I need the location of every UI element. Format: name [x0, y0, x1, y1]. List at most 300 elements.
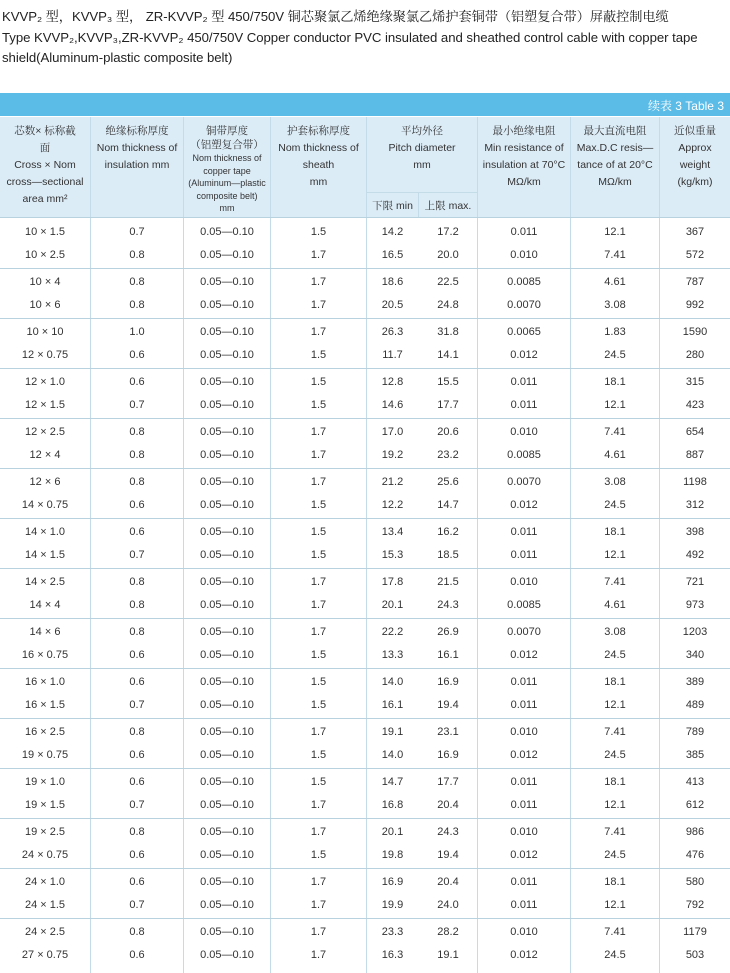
diameter-max-cell: 26.9: [437, 626, 459, 638]
sheath-cell: 1.7: [310, 576, 327, 588]
cores-cell: 16 × 0.75: [21, 649, 69, 661]
insulation-cell: 0.6: [129, 776, 145, 788]
cores-cell: 27 × 0.75: [21, 949, 69, 961]
header-dc-unit: MΩ/km: [598, 176, 632, 188]
tape-cell: 0.05—0.10: [200, 499, 254, 511]
diameter-min-cell: 11.7: [382, 349, 403, 361]
insulation-cell: 0.6: [129, 749, 145, 761]
group-separator: [0, 518, 730, 519]
tape-cell: 0.05—0.10: [200, 226, 254, 238]
resistance-cell: 0.011: [510, 549, 538, 561]
sheath-cell: 1.7: [310, 276, 327, 288]
table-row: [0, 843, 730, 868]
table-row: [0, 493, 730, 518]
weight-cell: 389: [685, 676, 705, 688]
insulation-cell: 0.8: [129, 826, 145, 838]
header-diameter-unit: mm: [413, 159, 431, 171]
title-english: Type KVVP₂,KVVP₃,ZR-KVVP₂ 450/750V Copper conductor PVC insulated and sheathed control cable with copper tape: [2, 30, 698, 45]
table-row: [0, 343, 730, 368]
sheath-cell: 1.5: [310, 549, 327, 561]
resistance-cell: 0.0085: [507, 449, 541, 461]
tape-cell: 0.05—0.10: [200, 649, 254, 661]
header-diameter: [367, 123, 477, 174]
diameter-min-cell: 16.1: [381, 699, 404, 711]
resistance-cell: 0.012: [510, 349, 538, 361]
cores-cell: 14 × 6: [29, 626, 61, 638]
header-sheath-en2: sheath: [302, 159, 335, 171]
cores-cell: 16 × 1.0: [24, 676, 66, 688]
sheath-cell: 1.7: [310, 876, 327, 888]
dc-resistance-cell: 12.1: [604, 799, 626, 811]
dc-resistance-cell: 7.41: [604, 576, 626, 588]
weight-cell: 721: [685, 576, 705, 588]
header-diameter-min: 下限 min: [372, 200, 413, 212]
diameter-min-cell: 16.9: [381, 876, 404, 888]
cores-cell: 24 × 1.0: [24, 876, 66, 888]
sheath-cell: 1.5: [310, 699, 327, 711]
insulation-cell: 0.8: [129, 299, 145, 311]
group-separator: [0, 718, 730, 719]
header-resistance-en: Min resistance of: [484, 142, 564, 154]
insulation-cell: 0.6: [129, 526, 145, 538]
sheath-cell: 1.5: [310, 226, 327, 238]
header-cores-en3: area mm²: [22, 193, 68, 205]
weight-cell: 423: [685, 399, 705, 411]
dc-resistance-cell: 7.41: [604, 249, 626, 261]
header-tape-en4: composite belt): [196, 190, 258, 201]
weight-cell: 986: [685, 826, 705, 838]
diameter-max-cell: 16.2: [437, 526, 459, 538]
diameter-max-cell: 24.3: [437, 599, 459, 611]
diameter-max-cell: 20.6: [437, 426, 459, 438]
resistance-cell: 0.010: [510, 426, 538, 438]
table-row: [0, 393, 730, 418]
dc-resistance-cell: 1.83: [604, 326, 626, 338]
table-row: [0, 443, 730, 468]
tape-cell: 0.05—0.10: [200, 549, 254, 561]
table-label: 续表 3 Table 3: [647, 99, 724, 113]
diameter-min-cell: 14.2: [381, 226, 404, 238]
tape-cell: 0.05—0.10: [200, 626, 254, 638]
diameter-min-cell: 23.3: [381, 926, 404, 938]
cores-cell: 19 × 1.0: [24, 776, 66, 788]
resistance-cell: 0.010: [510, 249, 538, 261]
dc-resistance-cell: 7.41: [604, 926, 626, 938]
weight-cell: 1198: [683, 476, 707, 488]
header-subdivider: [366, 192, 477, 193]
diameter-max-cell: 17.2: [437, 226, 459, 238]
header-resistance: [478, 123, 570, 191]
table-banner: [0, 93, 730, 116]
dc-resistance-cell: 24.5: [604, 649, 626, 661]
cores-cell: 10 × 2.5: [24, 249, 66, 261]
cores-cell: 12 × 4: [29, 449, 61, 461]
resistance-cell: 0.011: [510, 226, 538, 238]
dc-resistance-cell: 12.1: [604, 399, 626, 411]
header-diameter-cn: 平均外径: [401, 125, 443, 137]
sheath-cell: 1.7: [310, 726, 327, 738]
diameter-max-cell: 20.4: [437, 876, 459, 888]
title-chinese: KVVP₂ 型，KVVP₃ 型， ZR-KVVP₂ 型 450/750V 铜芯聚氯乙烯绝缘聚氯乙烯护套铜带（铝塑复合带）屏蔽控制电缆: [2, 9, 669, 24]
table-row: [0, 743, 730, 768]
cores-cell: 16 × 2.5: [24, 726, 66, 738]
header-cores-cn: 芯数× 标称截: [14, 125, 76, 137]
diameter-max-cell: 28.2: [437, 926, 459, 938]
table-row: [0, 893, 730, 918]
sheath-cell: 1.7: [310, 899, 327, 911]
header-tape-cn2: （铝塑复合带）: [190, 139, 264, 151]
cores-cell: 10 × 10: [26, 326, 64, 338]
insulation-cell: 0.8: [129, 726, 145, 738]
insulation-cell: 0.6: [129, 349, 145, 361]
diameter-max-cell: 24.8: [437, 299, 459, 311]
weight-cell: 492: [685, 549, 705, 561]
cores-cell: 12 × 1.0: [24, 376, 66, 388]
insulation-cell: 0.6: [129, 849, 145, 861]
dc-resistance-cell: 24.5: [604, 849, 626, 861]
cores-cell: 24 × 2.5: [24, 926, 66, 938]
sheath-cell: 1.5: [310, 526, 327, 538]
cores-cell: 12 × 6: [29, 476, 61, 488]
resistance-cell: 0.012: [510, 749, 538, 761]
diameter-min-cell: 17.0: [381, 426, 404, 438]
table-row: [0, 543, 730, 568]
cores-cell: 14 × 1.0: [24, 526, 66, 538]
dc-resistance-cell: 18.1: [604, 526, 626, 538]
resistance-cell: 0.010: [510, 926, 538, 938]
table-row: [0, 770, 730, 795]
header-resistance-unit: MΩ/km: [507, 176, 541, 188]
diameter-max-cell: 22.5: [437, 276, 459, 288]
diameter-min-cell: 16.8: [381, 799, 404, 811]
group-separator: [0, 918, 730, 919]
insulation-cell: 0.7: [129, 399, 145, 411]
tape-cell: 0.05—0.10: [200, 426, 254, 438]
header-insulation-en2: insulation mm: [104, 159, 170, 171]
insulation-cell: 0.6: [129, 949, 145, 961]
table-row: [0, 243, 730, 268]
diameter-min-cell: 12.2: [381, 499, 404, 511]
sheath-cell: 1.7: [310, 426, 327, 438]
header-resistance-cn: 最小绝缘电阻: [492, 125, 556, 137]
tape-cell: 0.05—0.10: [200, 676, 254, 688]
resistance-cell: 0.011: [510, 776, 538, 788]
group-separator: [0, 468, 730, 469]
group-separator: [0, 268, 730, 269]
insulation-cell: 0.8: [129, 576, 145, 588]
weight-cell: 572: [685, 249, 705, 261]
weight-cell: 367: [685, 226, 705, 238]
weight-cell: 792: [685, 899, 705, 911]
tape-cell: 0.05—0.10: [200, 299, 254, 311]
header-weight-cn: 近似重量: [674, 125, 716, 137]
tape-cell: 0.05—0.10: [200, 599, 254, 611]
tape-cell: 0.05—0.10: [200, 249, 254, 261]
diameter-min-cell: 14.7: [381, 776, 404, 788]
resistance-cell: 0.010: [510, 576, 538, 588]
header-cores-cn2: 面: [39, 142, 51, 154]
sheath-cell: 1.5: [310, 676, 327, 688]
header-tape-en: Nom thickness of: [192, 153, 262, 163]
header-weight-unit: (kg/km): [677, 176, 713, 188]
resistance-cell: 0.0070: [507, 299, 541, 311]
insulation-cell: 0.7: [129, 226, 145, 238]
cores-cell: 10 × 4: [29, 276, 61, 288]
title-english-cont: shield(Aluminum-plastic composite belt): [2, 50, 233, 65]
diameter-max-cell: 16.9: [437, 676, 459, 688]
header-dc: [571, 123, 659, 191]
header-weight: [660, 123, 730, 191]
diameter-min-cell: 19.1: [381, 726, 404, 738]
resistance-cell: 0.010: [510, 726, 538, 738]
resistance-cell: 0.011: [510, 876, 538, 888]
resistance-cell: 0.011: [510, 799, 538, 811]
diameter-max-cell: 19.1: [437, 949, 459, 961]
weight-cell: 580: [685, 876, 705, 888]
diameter-max-cell: 14.7: [437, 499, 459, 511]
header-sheath-en: Nom thickness of: [278, 142, 359, 154]
table-row: [0, 620, 730, 645]
weight-cell: 385: [685, 749, 705, 761]
sheath-cell: 1.7: [310, 799, 327, 811]
dc-resistance-cell: 4.61: [604, 599, 626, 611]
insulation-cell: 0.8: [129, 449, 145, 461]
table-row: [0, 470, 730, 495]
cores-cell: 12 × 0.75: [21, 349, 69, 361]
cores-cell: 12 × 1.5: [24, 399, 66, 411]
diameter-min-cell: 22.2: [381, 626, 404, 638]
table-row: [0, 320, 730, 345]
weight-cell: 315: [685, 376, 705, 388]
cores-cell: 14 × 4: [29, 599, 61, 611]
diameter-max-cell: 23.2: [437, 449, 459, 461]
diameter-min-cell: 16.5: [381, 249, 404, 261]
resistance-cell: 0.011: [510, 399, 538, 411]
dc-resistance-cell: 12.1: [604, 899, 626, 911]
tape-cell: 0.05—0.10: [200, 799, 254, 811]
header-dc-en: Max.D.C resis—: [576, 142, 654, 154]
resistance-cell: 0.011: [510, 899, 538, 911]
table-row: [0, 943, 730, 968]
tape-cell: 0.05—0.10: [200, 449, 254, 461]
diameter-min-cell: 21.2: [381, 476, 404, 488]
cores-cell: 14 × 0.75: [21, 499, 69, 511]
header-bottom-line: [0, 217, 730, 218]
group-separator: [0, 318, 730, 319]
dc-resistance-cell: 12.1: [604, 549, 626, 561]
weight-cell: 787: [685, 276, 705, 288]
sheath-cell: 1.7: [310, 826, 327, 838]
header-cores-en2: cross—sectional: [6, 176, 84, 188]
weight-cell: 312: [685, 499, 705, 511]
resistance-cell: 0.012: [510, 499, 538, 511]
dc-resistance-cell: 18.1: [604, 876, 626, 888]
dc-resistance-cell: 7.41: [604, 726, 626, 738]
weight-cell: 280: [685, 349, 705, 361]
sheath-cell: 1.5: [310, 349, 327, 361]
dc-resistance-cell: 12.1: [604, 226, 626, 238]
dc-resistance-cell: 7.41: [604, 426, 626, 438]
diameter-min-cell: 13.3: [381, 649, 404, 661]
dc-resistance-cell: 18.1: [604, 676, 626, 688]
sheath-cell: 1.7: [310, 599, 327, 611]
dc-resistance-cell: 4.61: [604, 276, 626, 288]
insulation-cell: 0.8: [129, 276, 145, 288]
diameter-min-cell: 20.1: [381, 599, 404, 611]
insulation-cell: 0.8: [129, 476, 145, 488]
group-separator: [0, 768, 730, 769]
sheath-cell: 1.5: [310, 849, 327, 861]
tape-cell: 0.05—0.10: [200, 926, 254, 938]
weight-cell: 476: [685, 849, 705, 861]
tape-cell: 0.05—0.10: [200, 699, 254, 711]
insulation-cell: 0.6: [129, 649, 145, 661]
weight-cell: 1590: [682, 326, 708, 338]
resistance-cell: 0.012: [510, 949, 538, 961]
sheath-cell: 1.5: [310, 376, 327, 388]
sheath-cell: 1.7: [310, 249, 327, 261]
group-separator: [0, 618, 730, 619]
insulation-cell: 0.7: [129, 799, 145, 811]
table-row: [0, 293, 730, 318]
header-insulation: [91, 123, 183, 174]
dc-resistance-cell: 18.1: [604, 376, 626, 388]
insulation-cell: 0.8: [129, 926, 145, 938]
tape-cell: 0.05—0.10: [200, 849, 254, 861]
header-resistance-en2: insulation at 70°C: [482, 159, 566, 171]
dc-resistance-cell: 7.41: [604, 826, 626, 838]
table-row: [0, 820, 730, 845]
diameter-max-cell: 15.5: [437, 376, 459, 388]
dc-resistance-cell: 24.5: [604, 349, 626, 361]
header-diameter-en: Pitch diameter: [388, 142, 456, 154]
insulation-cell: 0.6: [129, 676, 145, 688]
diameter-min-cell: 19.8: [381, 849, 404, 861]
table-row: [0, 643, 730, 668]
diameter-min-cell: 12.8: [381, 376, 404, 388]
sheath-cell: 1.5: [310, 399, 327, 411]
diameter-min-cell: 19.9: [381, 899, 404, 911]
resistance-cell: 0.011: [510, 676, 538, 688]
table-row: [0, 920, 730, 945]
table-row: [0, 270, 730, 295]
tape-cell: 0.05—0.10: [200, 276, 254, 288]
sheath-cell: 1.7: [310, 299, 327, 311]
diameter-min-cell: 17.8: [381, 576, 404, 588]
diameter-min-cell: 20.1: [381, 826, 404, 838]
tape-cell: 0.05—0.10: [200, 476, 254, 488]
diameter-max-cell: 19.4: [437, 699, 459, 711]
resistance-cell: 0.0085: [507, 599, 541, 611]
sheath-cell: 1.5: [310, 776, 327, 788]
diameter-min-cell: 15.3: [381, 549, 404, 561]
header-diameter-max: 上限 max.: [424, 200, 472, 212]
weight-cell: 398: [685, 526, 705, 538]
group-separator: [0, 818, 730, 819]
group-separator: [0, 668, 730, 669]
diameter-max-cell: 16.1: [437, 649, 459, 661]
tape-cell: 0.05—0.10: [200, 349, 254, 361]
tape-cell: 0.05—0.10: [200, 576, 254, 588]
weight-cell: 654: [685, 426, 705, 438]
cores-cell: 10 × 1.5: [24, 226, 66, 238]
diameter-min-cell: 13.4: [381, 526, 404, 538]
cores-cell: 10 × 6: [29, 299, 61, 311]
sheath-cell: 1.7: [310, 926, 327, 938]
diameter-min-cell: 14.0: [381, 749, 404, 761]
weight-cell: 1203: [682, 626, 708, 638]
diameter-max-cell: 16.9: [437, 749, 459, 761]
resistance-cell: 0.0070: [507, 626, 541, 638]
insulation-cell: 0.8: [129, 626, 145, 638]
tape-cell: 0.05—0.10: [200, 326, 254, 338]
tape-cell: 0.05—0.10: [200, 749, 254, 761]
dc-resistance-cell: 3.08: [604, 476, 626, 488]
table-row: [0, 693, 730, 718]
weight-cell: 973: [685, 599, 705, 611]
diameter-max-cell: 17.7: [437, 776, 459, 788]
diameter-max-cell: 14.1: [437, 349, 459, 361]
cores-cell: 24 × 1.5: [24, 899, 66, 911]
header-cores: [0, 123, 90, 208]
weight-cell: 503: [685, 949, 705, 961]
weight-cell: 1179: [683, 926, 707, 938]
diameter-max-cell: 24.0: [437, 899, 459, 911]
header-sheath: [271, 123, 366, 191]
header-sheath-unit: mm: [309, 176, 328, 188]
header-sheath-cn: 护套标称厚度: [287, 125, 350, 137]
group-separator: [0, 418, 730, 419]
weight-cell: 413: [685, 776, 705, 788]
sheath-cell: 1.7: [310, 626, 327, 638]
sheath-cell: 1.7: [310, 476, 327, 488]
diameter-max-cell: 24.3: [437, 826, 459, 838]
tape-cell: 0.05—0.10: [200, 826, 254, 838]
group-separator: [0, 868, 730, 869]
table-row: [0, 220, 730, 245]
cores-cell: 19 × 1.5: [24, 799, 66, 811]
table-row: [0, 370, 730, 395]
insulation-cell: 0.7: [129, 549, 145, 561]
header-tape-unit: mm: [219, 203, 235, 213]
tape-cell: 0.05—0.10: [200, 899, 254, 911]
weight-cell: 887: [685, 449, 705, 461]
diameter-min-cell: 14.6: [381, 399, 404, 411]
diameter-min-cell: 20.5: [381, 299, 404, 311]
tape-cell: 0.05—0.10: [200, 776, 254, 788]
resistance-cell: 0.0070: [507, 476, 541, 488]
diameter-min-cell: 14.0: [381, 676, 404, 688]
table-row: [0, 570, 730, 595]
table-row: [0, 593, 730, 618]
sheath-cell: 1.5: [310, 649, 327, 661]
diameter-min-cell: 19.2: [381, 449, 404, 461]
table-row: [0, 793, 730, 818]
diameter-max-cell: 31.8: [437, 326, 459, 338]
dc-resistance-cell: 24.5: [604, 499, 626, 511]
tape-cell: 0.05—0.10: [200, 949, 254, 961]
cores-cell: 14 × 1.5: [24, 549, 66, 561]
diameter-max-cell: 25.6: [437, 476, 459, 488]
group-separator: [0, 568, 730, 569]
dc-resistance-cell: 4.61: [604, 449, 626, 461]
diameter-max-cell: 18.5: [437, 549, 459, 561]
dc-resistance-cell: 24.5: [604, 749, 626, 761]
tape-cell: 0.05—0.10: [200, 726, 254, 738]
table-row: [0, 670, 730, 695]
insulation-cell: 0.8: [129, 249, 145, 261]
insulation-cell: 0.6: [129, 499, 145, 511]
